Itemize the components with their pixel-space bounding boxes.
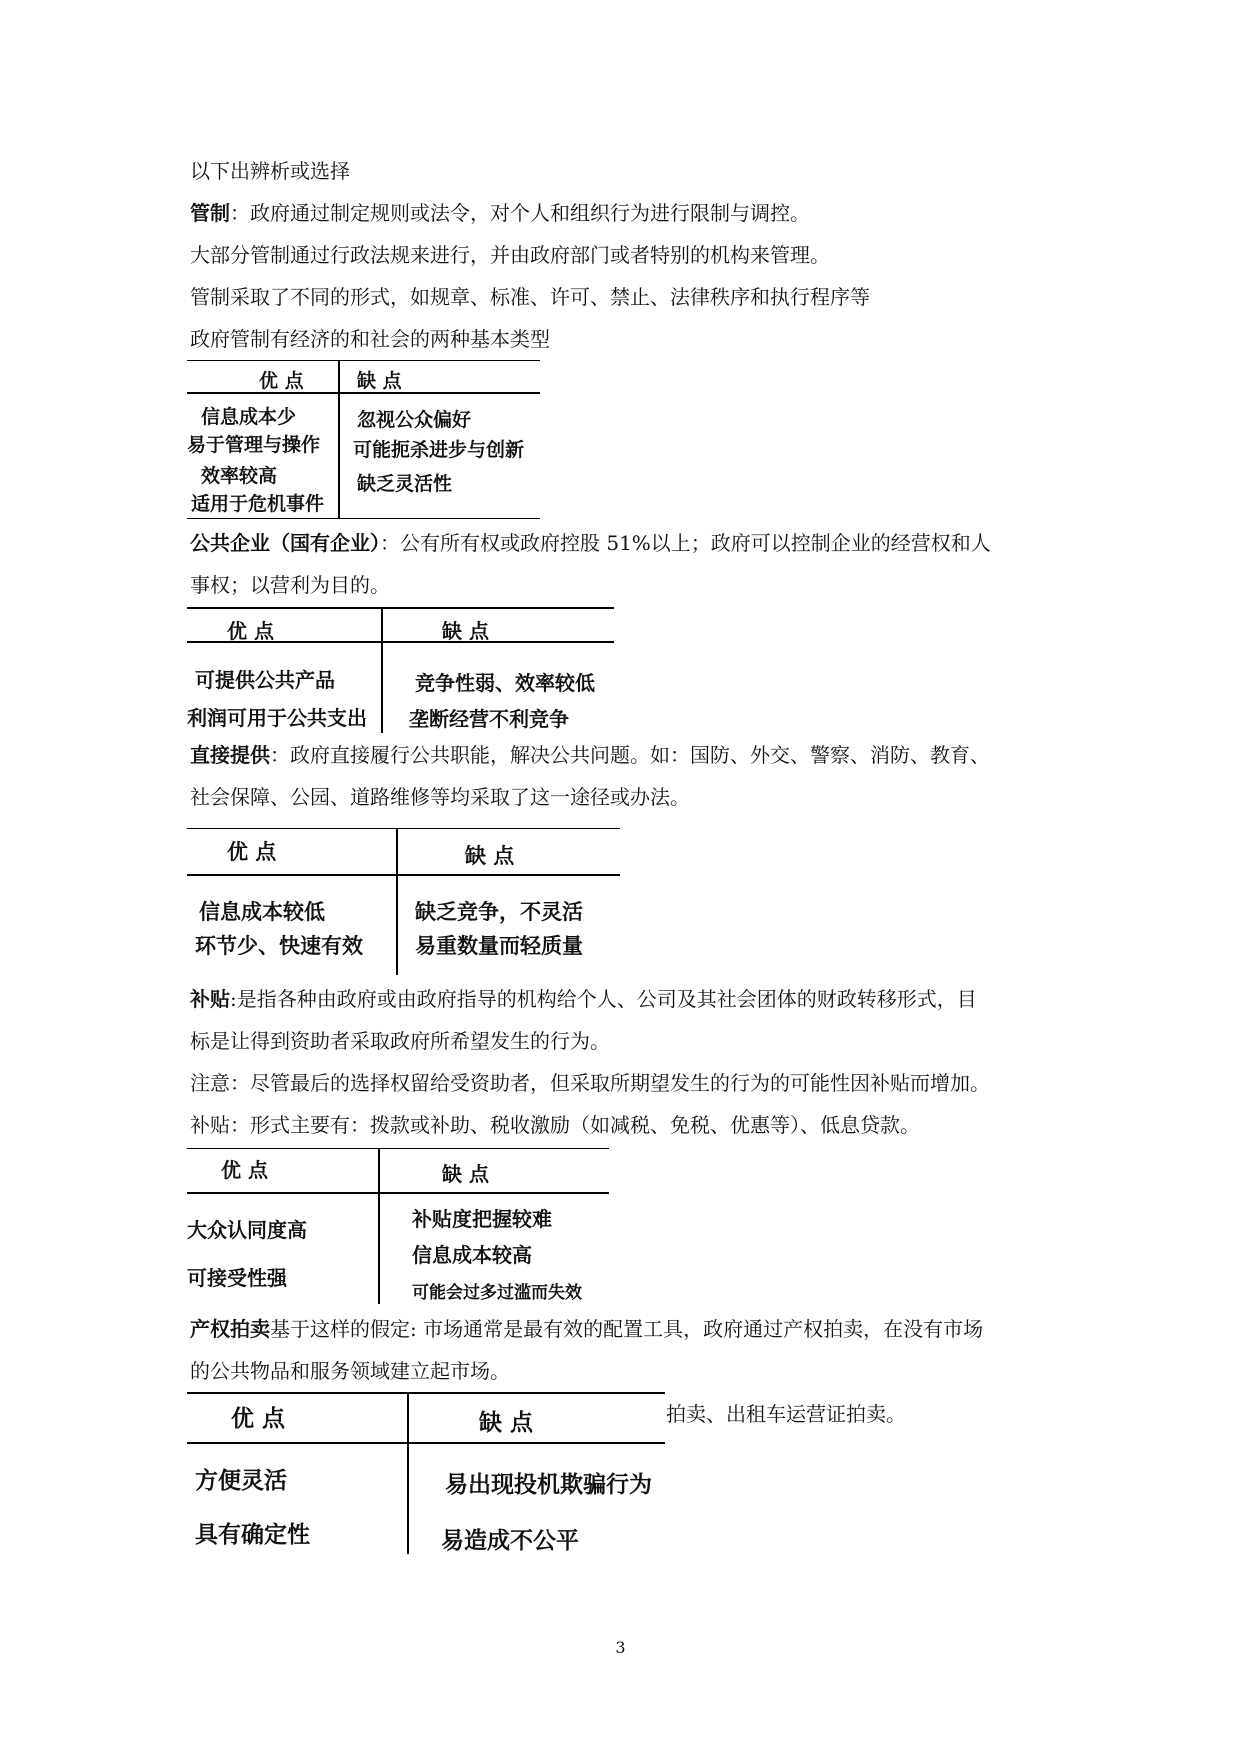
auction-pro-item: 方便灵活 (195, 1468, 287, 1494)
direct-provision-cons-header: 缺 点 (465, 844, 515, 868)
regulation-con-item: 忽视公众偏好 (357, 409, 472, 431)
subsidy-con-item: 信息成本较高 (412, 1243, 532, 1267)
regulation-definition: 管制：政府通过制定规则或法令，对个人和组织行为进行限制与调控。 (190, 201, 810, 225)
subsidy-definition: 补贴:是指各种由政府或由政府指导的机构给个人、公司及其社会团体的财政转移形式，目 (190, 987, 977, 1011)
public-enterprise-line2: 事权；以营利为目的。 (190, 573, 390, 597)
auction-pros-header: 优 点 (231, 1406, 286, 1432)
direct-provision-pro-item: 环节少、快速有效 (195, 934, 363, 958)
auction-term: 产权拍卖 (190, 1317, 270, 1341)
direct-provision-line2: 社会保障、公园、道路维修等均采取了这一途径或办法。 (190, 785, 690, 809)
subsidy-line4: 补贴：形式主要有：拨款或补助、税收激励（如减税、免税、优惠等）、低息贷款。 (190, 1113, 920, 1137)
regulation-cons-header: 缺 点 (357, 370, 402, 392)
auction-cons-header: 缺 点 (479, 1410, 534, 1436)
direct-provision-pros-header: 优 点 (227, 840, 277, 864)
subsidy-line2: 标是让得到资助者采取政府所希望发生的行为。 (190, 1029, 610, 1053)
direct-provision-term: 直接提供 (190, 743, 270, 767)
regulation-pro-item: 易于管理与操作 (187, 434, 321, 456)
auction-con-item: 易造成不公平 (441, 1528, 579, 1554)
direct-provision-definition: 直接提供：政府直接履行公共职能，解决公共问题。如：国防、外交、警察、消防、教育、 (190, 743, 990, 767)
direct-provision-pro-item: 信息成本较低 (199, 900, 325, 924)
public-enterprise-table (187, 607, 614, 735)
subsidy-pros-header: 优 点 (221, 1158, 268, 1182)
auction-line2: 的公共物品和服务领域建立起市场。 (190, 1359, 510, 1383)
direct-provision-con-item: 缺乏竞争，不灵活 (415, 900, 583, 924)
direct-provision-table (187, 828, 620, 976)
auction-table (187, 1392, 665, 1556)
public-enterprise-pro-item: 可提供公共产品 (195, 668, 335, 692)
public-enterprise-con-item: 垄断经营不利竞争 (409, 707, 569, 731)
public-enterprise-pro-item: 利润可用于公共支出 (187, 706, 367, 730)
page-number: 3 (615, 1638, 626, 1657)
regulation-table (187, 360, 540, 520)
regulation-con-item: 可能扼杀进步与创新 (353, 439, 525, 461)
subsidy-cons-header: 缺 点 (442, 1162, 489, 1186)
regulation-pro-item: 适用于危机事件 (191, 493, 325, 515)
regulation-line4: 政府管制有经济的和社会的两种基本类型 (190, 327, 550, 351)
intro-text: 以下出辨析或选择 (190, 159, 350, 183)
subsidy-con-item: 补贴度把握较难 (412, 1207, 552, 1231)
regulation-line2: 大部分管制通过行政法规来进行，并由政府部门或者特别的机构来管理。 (190, 243, 830, 267)
regulation-pros-header: 优 点 (259, 370, 304, 392)
subsidy-pro-item: 大众认同度高 (187, 1218, 307, 1242)
regulation-term: 管制 (190, 201, 230, 225)
public-enterprise-definition: 公共企业（国有企业）：公有所有权或政府控股 51%以上；政府可以控制企业的经营权和人 (190, 531, 991, 555)
auction-definition: 产权拍卖基于这样的假定: 市场通常是最有效的配置工具，政府通过产权拍卖，在没有市场 (190, 1317, 984, 1341)
regulation-pro-item: 信息成本少 (201, 406, 297, 428)
public-enterprise-cons-header: 缺 点 (442, 619, 489, 643)
regulation-pro-item: 效率较高 (201, 465, 278, 487)
subsidy-table (187, 1148, 609, 1306)
regulation-con-item: 缺乏灵活性 (357, 473, 453, 495)
subsidy-term: 补贴 (190, 987, 230, 1011)
public-enterprise-term: 公共企业（国有企业） (190, 531, 380, 555)
auction-pro-item: 具有确定性 (195, 1522, 310, 1548)
public-enterprise-con-item: 竞争性弱、效率较低 (415, 671, 595, 695)
regulation-line3: 管制采取了不同的形式，如规章、标准、许可、禁止、法律秩序和执行程序等 (190, 285, 870, 309)
subsidy-pro-item: 可接受性强 (187, 1266, 287, 1290)
subsidy-con-item: 可能会过多过滥而失效 (412, 1283, 582, 1303)
auction-partial-text: 拍卖、出租车运营证拍卖。 (666, 1402, 906, 1426)
direct-provision-con-item: 易重数量而轻质量 (415, 934, 583, 958)
public-enterprise-pros-header: 优 点 (227, 619, 274, 643)
auction-con-item: 易出现投机欺骗行为 (445, 1472, 652, 1498)
subsidy-line3: 注意：尽管最后的选择权留给受资助者，但采取所期望发生的行为的可能性因补贴而增加。 (190, 1071, 990, 1095)
